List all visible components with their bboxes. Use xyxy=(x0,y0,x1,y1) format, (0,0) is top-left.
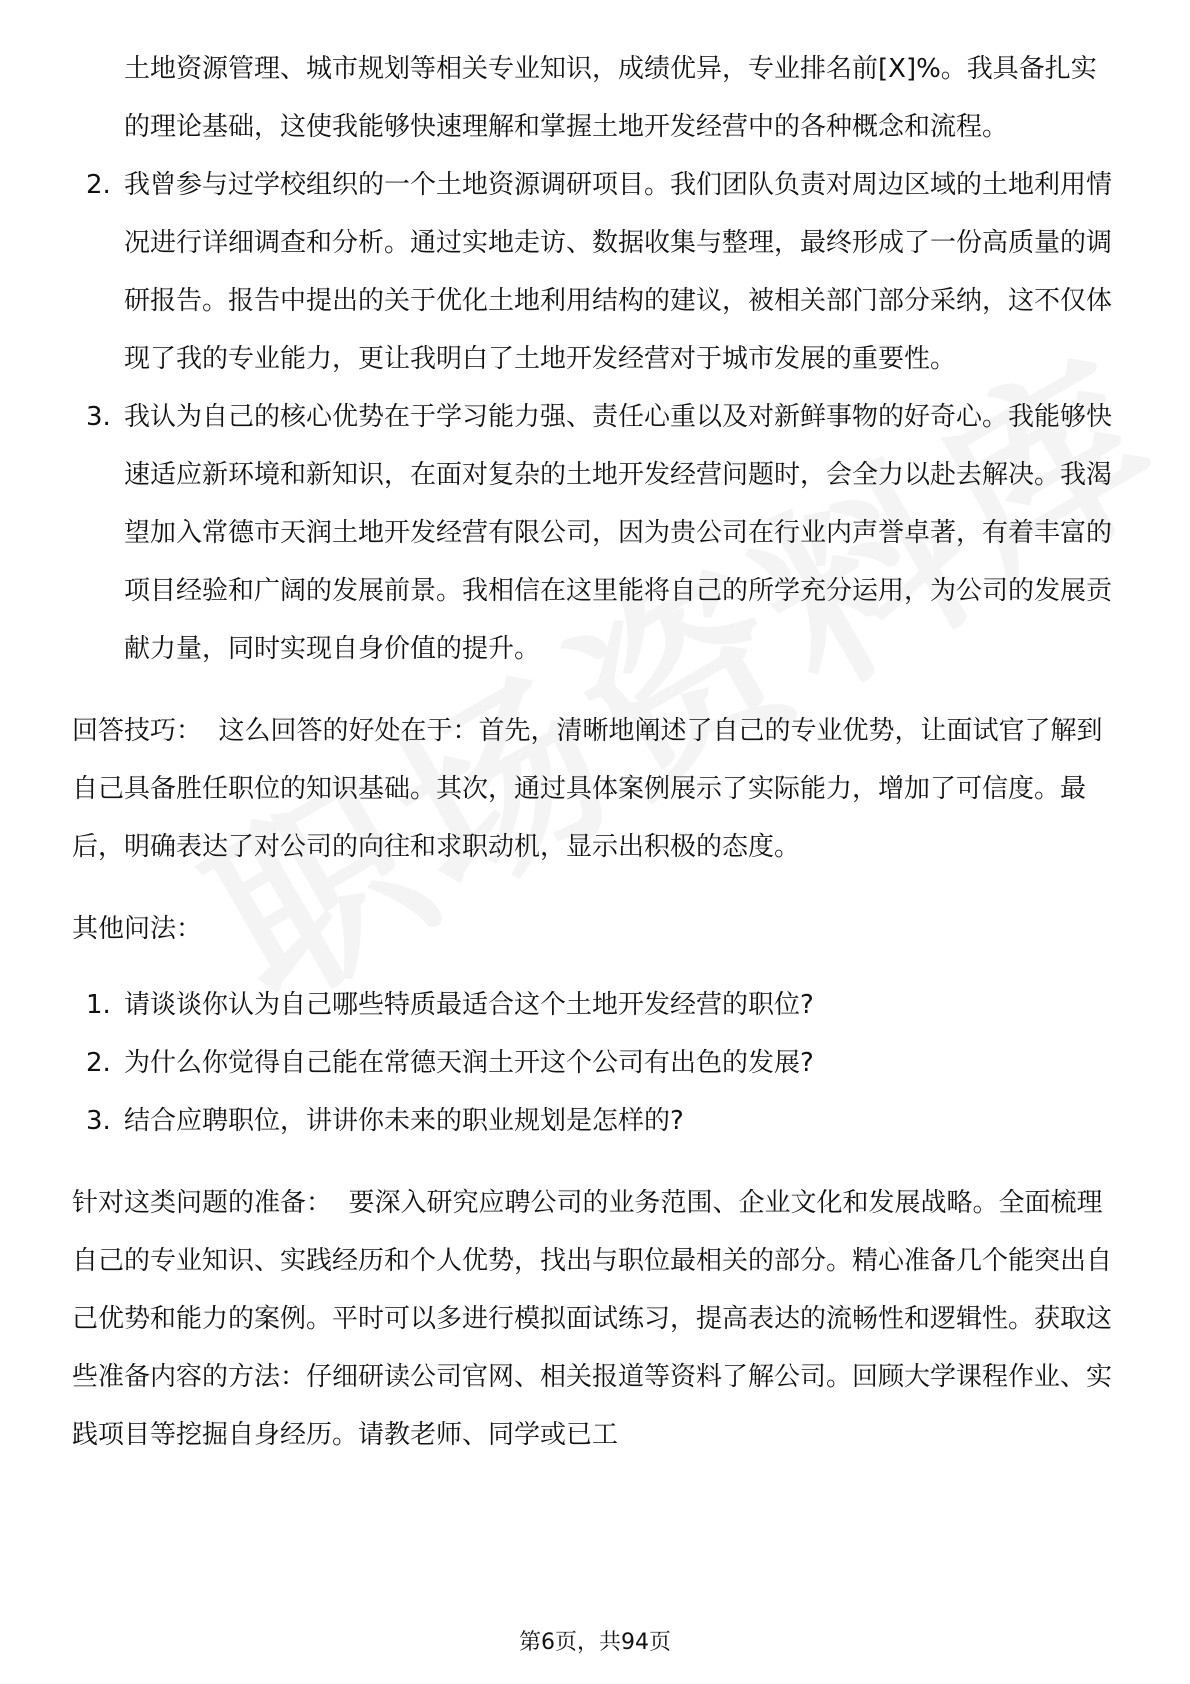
tips-label: 回答技巧： xyxy=(72,716,203,746)
answer-list xyxy=(72,156,1122,678)
list-item xyxy=(72,1034,1122,1092)
preparation-label: 针对这类问题的准备： xyxy=(72,1188,333,1218)
tips-paragraph xyxy=(72,702,1122,876)
other-questions-list xyxy=(72,976,1122,1150)
list-item-number: 3. xyxy=(86,402,111,432)
list-item-text: 为什么你觉得自己能在常德天润土开这个公司有出色的发展? xyxy=(124,1048,814,1078)
list-item-number: 2. xyxy=(86,170,111,200)
preparation-text: 要深入研究应聘公司的业务范围、企业文化和发展战略。全面梳理自己的专业知识、实践经历和个人优势，找出与职位最相关的部分。精心准备几个能突出自己优势和能力的案例。平时可以多进行模拟面试练习，提高表达的流畅性和逻辑性。获取这些准备内容的方法：仔细研读公司官网、相关报道等资料了解公司。回顾大学课程作业、实践项目等挖掘自身经历。请教老师、同学或已工 xyxy=(72,1188,1113,1450)
list-item xyxy=(72,1092,1122,1150)
list-item xyxy=(72,156,1122,388)
preparation-paragraph xyxy=(72,1174,1122,1464)
list-item xyxy=(72,976,1122,1034)
list-item-number: 2. xyxy=(86,1048,111,1078)
answer-item-1-continuation: 土地资源管理、城市规划等相关专业知识，成绩优异，专业排名前[X]%。我具备扎实的理论基础，这使我能够快速理解和掌握土地开发经营中的各种概念和流程。 xyxy=(124,54,1097,142)
list-item-number: 1. xyxy=(86,990,111,1020)
page-number: 第6页，共94页 xyxy=(519,1630,671,1655)
list-item-text: 我认为自己的核心优势在于学习能力强、责任心重以及对新鲜事物的好奇心。我能够快速适应新环境和新知识，在面对复杂的土地开发经营问题时，会全力以赴去解决。我渴望加入常德市天润土地开发经营有限公司，因为贵公司在行业内声誉卓著，有着丰富的项目经验和广阔的发展前景。我相信在这里能将自己的所学充分运用，为公司的发展贡献力量，同时实现自身价值的提升。 xyxy=(124,402,1113,664)
list-item xyxy=(72,388,1122,678)
list-item-text: 请谈谈你认为自己哪些特质最适合这个土地开发经营的职位? xyxy=(124,990,814,1020)
document-body xyxy=(72,40,1122,1464)
tips-text: 这么回答的好处在于：首先，清晰地阐述了自己的专业优势，让面试官了解到自己具备胜任职位的知识基础。其次，通过具体案例展示了实际能力，增加了可信度。最后，明确表达了对公司的向往和求职动机，显示出积极的态度。 xyxy=(72,716,1103,862)
list-item-text: 结合应聘职位，讲讲你未来的职业规划是怎样的? xyxy=(124,1106,684,1136)
list-item-text: 我曾参与过学校组织的一个土地资源调研项目。我们团队负责对周边区域的土地利用情况进行详细调查和分析。通过实地走访、数据收集与整理，最终形成了一份高质量的调研报告。报告中提出的关于优化土地利用结构的建议，被相关部门部分采纳，这不仅体现了我的专业能力，更让我明白了土地开发经营对于城市发展的重要性。 xyxy=(124,170,1113,374)
list-item-number: 3. xyxy=(86,1106,111,1136)
other-questions-heading: 其他问法： xyxy=(72,914,203,944)
